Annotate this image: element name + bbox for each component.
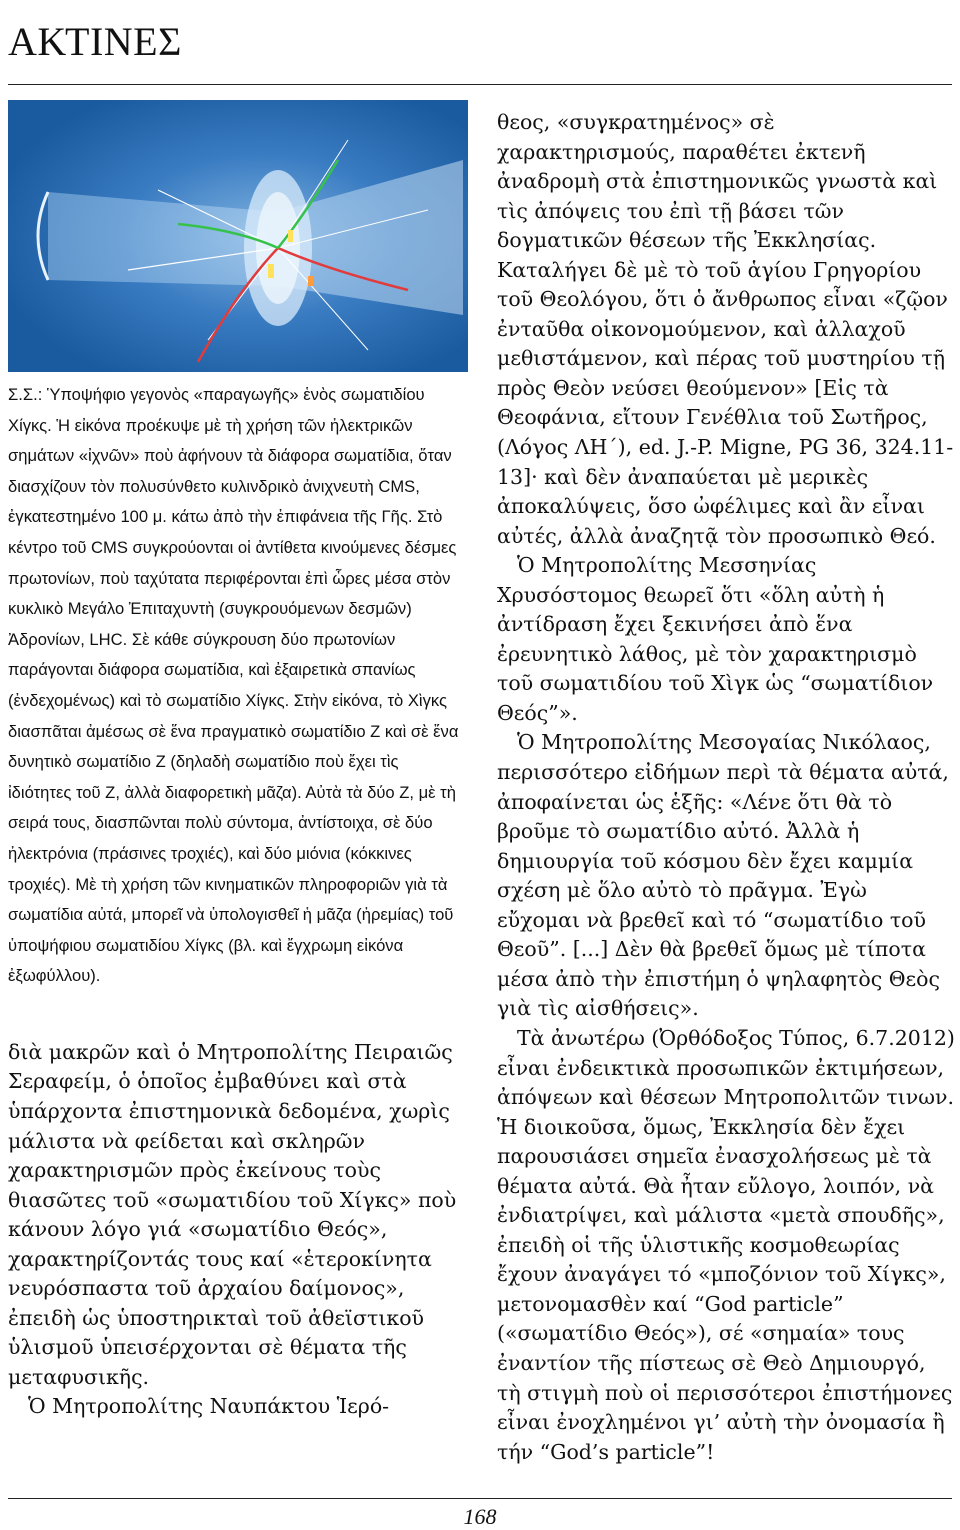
right-column [497,108,955,1467]
body-paragraph: Ὁ Μητροπολίτης Ναυπάκτου Ἱερό- [28,1394,390,1419]
higgs-event-image [8,100,468,372]
body-paragraph: Ὁ Μητροπολίτης Μεσσηνίας Χρυσόστομος θεωρεῖ ὅτι «ὅλη αὐτὴ ἡ ἀντίδραση ἔχει ξεκινήσει ἀπὸ ἕνα ἐρευνητικὸ λάθος, μὲ τὸν χαρακτηρισμὸ τοῦ σωματιδίου τοῦ Χὶγκ ὡς “σωματίδιον Θεός”». [497,553,934,725]
footer-divider [8,1498,952,1499]
left-column [8,380,466,1422]
header-divider [8,84,952,85]
page-number: 168 [463,1504,497,1529]
body-paragraph: θεος, «συγκρατημένος» σὲ χαρακτηρισμούς, παραθέτει ἐκτενῆ ἀναδρομὴ στὰ ἐπιστημονικῶς γνωστὰ καὶ τὶς ἀπόψεις του ἐπὶ τῇ βάσει τῶν δογματικῶν θέσεων τῆς Ἐκκλησίας. Καταλήγει δὲ μὲ τὸ τοῦ ἁγίου Γρηγορίου τοῦ Θεολόγου, ὅτι ὁ ἄνθρωπος εἶναι «ζῷον ἐνταῦθα οἰκονομούμενον, καὶ ἀλλαχοῦ μεθιστάμενον, καὶ πέρας τοῦ μυστηρίου τῇ πρὸς Θεὸν νεύσει θεούμενον» [Εἰς τὰ Θεοφάνια, εἴτουν Γενέθλια τοῦ Σωτῆρος, (Λόγος ΛΗ΄), ed. J.-P. Migne, PG 36, 324.11-13]· καὶ δὲν ἀναπαύεται μὲ μερικὲς ἀποκαλύψεις, ὅσο ὠφέλιμες καὶ ἂν εἶναι αὐτές, ἀλλὰ ἀναζητᾷ τὸν προσωπικὸ Θεό. [497,110,954,548]
body-paragraph: Ὁ Μητροπολίτης Μεσογαίας Νικόλαος, περισσότερο εἰδήμων περὶ τὰ θέματα αὐτά, ἀποφαίνεται ὡς ἑξῆς: «Λένε ὅτι θὰ τὸ βροῦμε τὸ σωματίδιο αὐτό. Ἀλλὰ ἡ δημιουργία τοῦ κόσμου δὲν ἔχει καμμία σχέση μὲ ὅλο αὐτὸ τὸ πρᾶγμα. Ἐγὼ εὔχομαι νὰ βρεθεῖ καὶ τό “σωματίδιο τοῦ Θεοῦ”. [...] Δὲν θὰ βρεθεῖ ὅμως μὲ τίποτα μέσα ἀπὸ τὴν ἐπιστήμη ὁ ψηλαφητὸς Θεὸς γιὰ τὶς αἰσθήσεις». [497,730,949,1021]
image-caption: Σ.Σ.: Ὑποψήφιο γεγονὸς «παραγωγῆς» ἑνὸς σωματιδίου Χίγκς. Ἡ εἰκόνα προέκυψε μὲ τὴ χρήση τῶν ἠλεκτρικῶν σημάτων «ἰχνῶν» ποὺ ἀφήνουν τὰ διάφορα σωματίδια, ὅταν διασχίζουν τὸν πολυσύνθετο κυλινδρικὸ ἀνιχνευτὴ CMS, ἐγκατεστημένο 100 μ. κάτω ἀπὸ τὴν ἐπιφάνεια τῆς Γῆς. Στὸ κέντρο τοῦ CMS συγκρούονται οἱ ἀντίθετα κινούμενες δέσμες πρωτονίων, ποὺ ταχύτατα περιφέρονται ἐπὶ ὧρες μέσα στὸν κυκλικὸ Μεγάλο Ἐπιταχυντὴ (συγκρουόμενων δεσμῶν) Ἀδρονίων, LHC. Σὲ κάθε σύγκρουση δύο πρωτονίων παράγονται διάφορα σωματίδια, καὶ ἐξαιρετικὰ σπανίως (ἐνδεχομένως) καὶ τὸ σωματίδιο Χίγκς. Στὴν εἰκόνα, τὸ Χὶγκς διασπᾶται ἀμέσως σὲ ἕνα πραγματικὸ σωματίδιο Ζ καὶ σὲ ἕνα δυνητικὸ σωματίδιο Ζ (δηλαδὴ σωματίδιο ποὺ ἔχει τὶς ἰδιότητες τοῦ Ζ, ἀλλὰ διαφορετικὴ μᾶζα). Αὐτὰ τὰ δύο Ζ, μὲ τὴ σειρά τους, διασπῶνται πολὺ σύντομα, ἀντίστοιχα, σὲ δύο ἠλεκτρόνια (πράσινες τροχιές), καὶ δύο μιόνια (κόκκινες τροχιές). Μὲ τὴ χρήση τῶν κινηματικῶν πληροφοριῶν γιὰ τὰ σωματίδια αὐτά, μπορεῖ νὰ ὑπολογισθεῖ ἡ μᾶζα (ἠρεμίας) τοῦ ὑποψήφιου σωματιδίου Χίγκς (βλ. καὶ ἔγχρωμη εἰκόνα ἐξωφύλλου). [8,385,459,986]
body-paragraph: Τὰ ἀνωτέρω (Ὀρθόδοξος Τύπος, 6.7.2012) εἶναι ἐνδεικτικὰ προσωπικῶν ἐκτιμήσεων, ἀπόψεων καὶ θέσεων Μητροπολιτῶν τινων. Ἡ διοικοῦσα, ὅμως, Ἐκκλησία δὲν ἔχει παρουσιάσει σημεῖα ἐνασχολήσεως μὲ τὰ θέματα αὐτά. Θὰ ἦταν εὔλογο, λοιπόν, νὰ ἐνδιατρίψει, καὶ μάλιστα «μετὰ σπουδῆς», ἐπειδὴ οἱ τῆς ὑλιστικῆς κοσμοθεωρίας ἔχουν ἀναγάγει τό «μποζόνιον τοῦ Χίγκς», μετονομασθὲν καί “God particle” («σωματίδιο Θεός»), σέ «σημαία» τους ἐναντίον τῆς πίστεως σὲ Θεὸ Δημιουργό, τὴ στιγμὴ ποὺ οἱ περισσότεροι ἐπιστήμονες εἶναι ἐνοχλημένοι γι’ αὐτὴ τὴν ὀνομασία ἢ τήν “God’s particle”! [497,1025,955,1464]
page-header-title: ΑΚΤΙΝΕΣ [8,19,182,64]
body-paragraph: διὰ μακρῶν καὶ ὁ Μητροπολίτης Πειραιῶς Σεραφείμ, ὁ ὁποῖος ἐμβαθύνει καὶ στὰ ὑπάρχοντα ἐπιστημονικὰ δεδομένα, χωρὶς μάλιστα νὰ φείδεται καὶ σκληρῶν χαρακτηρισμῶν πρὸς ἐκείνους τοὺς θιασῶτες τοῦ «σωματιδίου τοῦ Χίγκς» ποὺ κάνουν λόγο γιά «σωματίδιο Θεός», χαρακτηρίζοντάς τους καί «ἑτεροκίνητα νευρόσπαστα τοῦ ἀρχαίου δαίμονος», ἐπειδὴ ὡς ὑποστηρικταὶ τοῦ ἀθεϊστικοῦ ὑλισμοῦ ὑπεισέρχονται σὲ θέματα τῆς μεταφυσικῆς. [8,1039,457,1389]
